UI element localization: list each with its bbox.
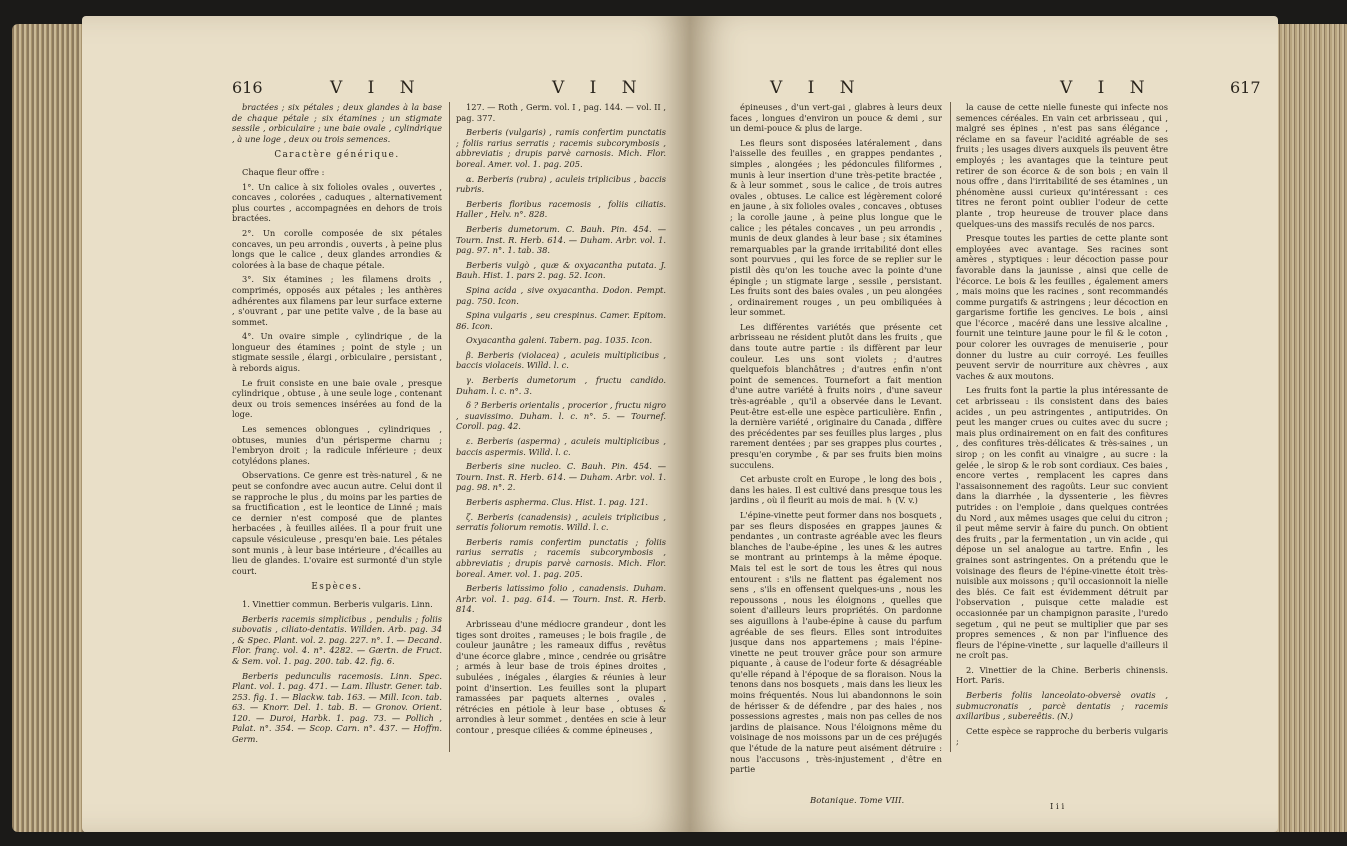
column-rule <box>449 102 450 752</box>
paragraph: Les semences oblongues , cylindriques , obtuses, munies d'un périsperme charnu ; l'embryon droit ; la radicule inférieure ; deux cotylédons planes. <box>232 424 442 466</box>
running-head-left-2: V I N <box>552 78 647 98</box>
paragraph: Oxyacantha galeni. Tabern. pag. 1035. Icon. <box>466 335 653 346</box>
right-column-2 <box>956 102 1168 792</box>
paragraph: bractées ; six pétales ; deux glandes à la base de chaque pétale ; six étamines ; un stigmate sessile , orbiculaire ; une baie ovale , cylindrique , à une loge , deux ou trois semences. <box>232 102 442 144</box>
page-number-right: 617 <box>1230 78 1261 97</box>
paragraph: Spina vulgaris , seu crespinus. Camer. Epitom. 86. Icon. <box>456 310 666 331</box>
paragraph: Berberis pedunculis racemosis. Linn. Spec. Plant. vol. 1. pag. 471. — Lam. Illustr. Gener. tab. 253. fig. 1. — Blackw. tab. 163. — Mill. Icon. tab. 63. — Knorr. Del. 1. tab. B. — Gronov. Orient. 120. — Duroi, Harbk. 1. pag. 73. — Pollich , Palat. n°. 354. — Scop. Carn. n°. 437. — Hoffm. Germ. <box>232 670 442 745</box>
paragraph: Les différentes variétés que présente cet arbrisseau ne résident plutôt dans les fruits , que dans toute autre partie : ils diffèrent par leur couleur. Les uns sont violets ; d'autres quelquefois blanchâtres ; d'autres enfin n'ont point de semences. Tournefort a fait mention d'une autre variété à fruits noirs , d'une saveur très-agréable , qu'il a observée dans le Levant. Peut-être est-elle une espèce particulière. Enfin , la dernière variété , originaire du Canada , diffère des précédentes par ses feuilles plus larges , plus rarement dentées ; par ses grappes plus courtes , presqu'en corymbe , & par ses fruits bien moins succulens. <box>730 321 942 470</box>
paragraph: ε. Berberis (asperma) , aculeis multiplicibus , baccis aspermis. Willd. l. c. <box>456 436 666 457</box>
paragraph: Berberis dumetorum. C. Bauh. Pin. 454. — Tourn. Inst. R. Herb. 614. — Duham. Arbr. vol. 1. pag. 97. n°. 1. tab. 38. <box>456 223 666 256</box>
open-book <box>60 16 1300 832</box>
paragraph: Berberis latissimo folio , canadensis. Duham. Arbr. vol. 1. pag. 614. — Tourn. Inst. R. Herb. 814. <box>456 583 666 615</box>
running-head-left-1: V I N <box>330 78 425 98</box>
left-column-2 <box>456 102 666 792</box>
paragraph: 2. Vinettier de la Chine. Berberis chinensis. Hort. Paris. <box>956 664 1168 686</box>
paragraph: 3°. Six étamines ; les filamens droits , comprimés, opposés aux pétales ; les anthères adhérentes aux filamens par leur surface externe , s'ouvrant , par une petite valve , de la base au sommet. <box>232 274 442 327</box>
paragraph: γ. Berberis dumetorum , fructu candido. Duham. l. c. n°. 3. <box>456 375 666 396</box>
column-rule <box>950 102 951 752</box>
section-heading: Espèces. <box>311 582 363 593</box>
paragraph: Berberis vulgò , quæ & oxyacantha putata. J. Bauh. Hist. 1. pars 2. pag. 52. Icon. <box>456 259 666 281</box>
right-column-1 <box>730 102 942 792</box>
paragraph: Berberis racemis simplicibus , pendulis ; foliis subovatis , ciliato-dentatis. Willden. Arb. pag. 34 , & Spec. Plant. vol. 2. pag. 227. n°. 1. — Decand. Flor. franç. vol. 4. n°. 4282. — Gærtn. de Fruct. & Sem. vol. 1. pag. 200. tab. 42. fig. 6. <box>232 613 442 666</box>
left-column-1 <box>232 102 442 792</box>
paragraph: 4°. Un ovaire simple , cylindrique , de la longueur des étamines ; point de style ; un stigmate sessile , élargi , orbiculaire , persistant , à rebords aigus. <box>232 331 442 374</box>
paragraph: ζ. Berberis (canadensis) , aculeis triplicibus , serratis foliorum remotis. Willd. l. c. <box>456 511 666 533</box>
paragraph: Cette espèce se rapproche du berberis vulgaris ; <box>956 725 1168 747</box>
paragraph: Berberis sine nucleo. C. Bauh. Pin. 454. — Tourn. Inst. R. Herb. 614. — Duham. Arbr. vol. 1. pag. 98. n°. 2. <box>456 461 666 493</box>
paragraph: la cause de cette nielle funeste qui infecte nos semences céréales. En vain cet arbrisseau , qui , malgré ses épines , n'est pas sans élégance , réclame en sa faveur l'acidité agréable de ses fruits ; les usages divers auxquels ils peuvent être employés ; les avantages que la teinture peut retirer de son écorce & de son bois ; en vain il nous offre , dans l'irritabilité de ses étamines , un phénomène aussi curieux qu'intéressant : ces titres ne feront point oublier l'odeur de cette plante , trop heureuse de trouver place dans quelques-uns des massifs reculés de nos parcs. <box>956 102 1168 229</box>
footer-volume: Botanique. Tome VIII. <box>810 796 905 806</box>
paragraph: Berberis aspherma. Clus. Hist. 1. pag. 121. <box>466 497 649 507</box>
running-head-right-2: V I N <box>1060 78 1155 98</box>
paragraph: Berberis floribus racemosis , foliis ciliatis. Haller , Helv. n°. 828. <box>456 198 666 220</box>
paragraph: Chaque fleur offre : <box>242 166 325 177</box>
paragraph: δ ? Berberis orientalis , procerior , fructu nigro , suavissimo. Duham. l. c. n°. 5. — Tournef. Coroll. pag. 42. <box>456 400 666 432</box>
paragraph: Les fleurs sont disposées latéralement , dans l'aisselle des feuilles , en grappes pendantes , simples , alongées ; les pédoncules filiformes , munis à leur insertion d'une très-petite bractée , & à leur sommet , sous le calice , de trois autres ovales , obtuses. Le calice est légèrement coloré en jaune , à six folioles ovales , concaves , obtuses ; la corolle jaune , à peine plus longue que le calice ; les pétales concaves , un peu arrondis , munis de deux glandes à leur base ; six étamines remarquables par la grande irritabilité dont elles sont pourvues , qui les force de se replier sur le pistil dès qu'on les touche avec la pointe d'une épingle ; un stigmate large , sessile , persistant. Les fruits sont des baies ovales , un peu alongées , ordinairement rouges , un peu ombiliquées à leur sommet. <box>730 137 942 318</box>
page-number-left: 616 <box>232 78 263 97</box>
paragraph: Observations. Ce genre est très-naturel , & ne peut se confondre avec aucun autre. Celui dont il se rapproche le plus , du moins par les parties de sa fructification , est le leontice de Linné ; mais ce dernier n'est composé que de plantes herbacées , à feuilles ailées. Il a pour fruit une capsule vésiculeuse , presqu'en baie. Les pétales sont munis , à leur base intérieure , d'écailles au lieu de glandes. L'ovaire est surmonté d'un style court. <box>232 470 442 576</box>
paragraph: épineuses , d'un vert-gai , glabres à leurs deux faces , longues d'environ un pouce & demi , sur un demi-pouce & plus de large. <box>730 102 942 134</box>
paragraph: Berberis ramis confertim punctatis ; foliis rarius serratis ; racemis subcorymbosis , abbreviatis ; drupis parvè carnosis. Mich. Flor. boreal. Amer. vol. 1. pag. 205. <box>456 536 666 579</box>
paragraph: Spina acida , sive oxyacantha. Dodon. Pempt. pag. 750. Icon. <box>456 284 666 306</box>
paragraph: Les fruits font la partie la plus intéressante de cet arbrisseau : ils consistent dans des baies acides , un peu astringentes , antiputrides. On peut les manger crues ou cuites avec du sucre ; mais plus ordinairement on en fait des confitures , des confitures très-délicates & très-saines , un sirop ; on les confit au vinaigre , au sucre : la gelée , le sirop & le rob sont cordiaux. Ces baies , encore vertes , remplacent les capres dans l'assaisonnement des ragoûts. Leur suc convient dans la diarrhée , la dyssenterie , les fièvres putrides : on l'emploie , dans quelques contrées du Nord , aux mêmes usages que celui du citron ; il peut même servir à faire du punch. On obtient des fruits , par la fermentation , un vin acide , qui dépose un sel analogue au tartre. Enfin , les graines sont astringentes. On a prétendu que le voisinage des fleurs de l'épine-vinette étoit très-nuisible aux moissons ; qu'il occasionnoit la nielle des blés. Ce fait est évidemment détruit par l'observation , puisque cette maladie est occasionnée par un champignon parasite , l'uredo segetum , qui ne peut se multiplier que par ses propres semences , & non par l'influence des fleurs de l'épine-vinette , sur laquelle d'ailleurs il ne croît pas. <box>956 385 1168 661</box>
paragraph: β. Berberis (violacea) , aculeis multiplicibus , baccis violaceis. Willd. l. c. <box>456 349 666 371</box>
paragraph: Cet arbuste croît en Europe , le long des bois , dans les haies. Il est cultivé dans presque tous les jardins , où il fleurit au mois de mai. ♄ (V. v.) <box>730 474 942 506</box>
right-page <box>690 16 1278 832</box>
paragraph: Berberis foliis lanceolato-obversè ovatis , submucronatis , parcè dentatis ; racemis axillaribus , subereêtis. (N.) <box>956 690 1168 722</box>
paragraph: Le fruit consiste en une baie ovale , presque cylindrique , obtuse , à une seule loge , contenant deux ou trois semences insérées au fond de la loge. <box>232 377 442 420</box>
paragraph: L'épine-vinette peut former dans nos bosquets , par ses fleurs disposées en grappes jaunes & pendantes , un contraste agréable avec les fleurs blanches de l'aube-épine , les unes & les autres se montrant au printemps à la même époque. Mais tel est le sort de tous les êtres qui nous entourent : s'ils ne flattent pas également nos sens , s'ils en offensent quelques-uns , nous les repoussons , nous les éloignons , quelles que soient d'ailleurs leurs propriétés. On pardonne ses aiguillons à l'aube-épine à cause du parfum agréable de ses fleurs. Elles sont introduites jusque dans nos appartemens ; mais l'épine-vinette ne peut trouver grâce pour son armure piquante , à cause de l'odeur forte & désagréable qu'elle répand à l'époque de sa floraison. Nous la tenons dans nos bosquets , mais dans les lieux les moins fréquentés. Nous lui abandonnons le soin de hérisser & de défendre , par des haies , nos possessions agrestes , mais non pas celles de nos jardins de plaisance. Nous l'éloignons même du voisinage de nos moissons par un de ces préjugés que l'étude de la nature peut aisément détruire : nous l'accusons , très-injustement , d'être en partie <box>730 509 942 775</box>
signature-mark: I i i <box>1050 802 1065 812</box>
paragraph: Arbrisseau d'une médiocre grandeur , dont les tiges sont droites , rameuses ; le bois fragile , de couleur jaunâtre ; les rameaux diffus , revêtus d'une écorce glabre , mince , cendrée ou grisâtre ; armés à leur base de trois épines droites , subulées , inégales , élargies & réunies à leur point d'insertion. Les feuilles sont la plupart ramassées par paquets alternes , ovales , rétrécies en pétiole à leur base , obtuses & arrondies à leur sommet , dentées en scie à leur contour , presque ciliées & comme épineuses , <box>456 618 666 735</box>
paragraph: 127. — Roth , Germ. vol. I , pag. 144. — vol. II , pag. 377. <box>456 102 666 123</box>
paragraph: 1°. Un calice à six folioles ovales , ouvertes , concaves , colorées , caduques , alternativement plus courtes , accompagnées en dehors de trois bractées. <box>232 181 442 224</box>
paragraph: 1. Vinettier commun. Berberis vulgaris. Linn. <box>242 598 433 609</box>
section-heading: Caractère générique. <box>274 150 400 161</box>
paragraph: Presque toutes les parties de cette plante sont employées avec avantage. Ses racines sont amères , styptiques : leur décoction passe pour favorable dans la jaunisse , ainsi que celle de l'écorce. Le bois & les feuilles , également amers , mais moins que les racines , sont recommandés comme purgatifs & astringens ; leur décoction en gargarisme fortifie les gencives. Le bois , ainsi que l'écorce , macéré dans une lessive alcaline , fournit une teinture jaune pour le fil & le coton , pour colorer les ouvrages de menuiserie , pour donner du lustre au cuir corroyé. Les feuilles peuvent servir de nourriture aux chèvres , aux vaches & aux moutons. <box>956 233 1168 381</box>
paragraph: α. Berberis (rubra) , aculeis triplicibus , baccis rubris. <box>456 173 666 195</box>
paragraph: Berberis (vulgaris) , ramis confertim punctatis ; foliis rarius serratis ; racemis subcorymbosis , abbreviatis ; drupis parvè carnosis. Mich. Flor. boreal. Amer. vol. 1. pag. 205. <box>456 127 666 169</box>
left-page <box>82 16 690 832</box>
running-head-right-1: V I N <box>770 78 865 98</box>
paragraph: 2°. Un corolle composée de six pétales concaves, un peu arrondis , ouverts , à peine plus longs que le calice , deux glandes arrondies & colorées à la base de chaque pétale. <box>232 227 442 270</box>
